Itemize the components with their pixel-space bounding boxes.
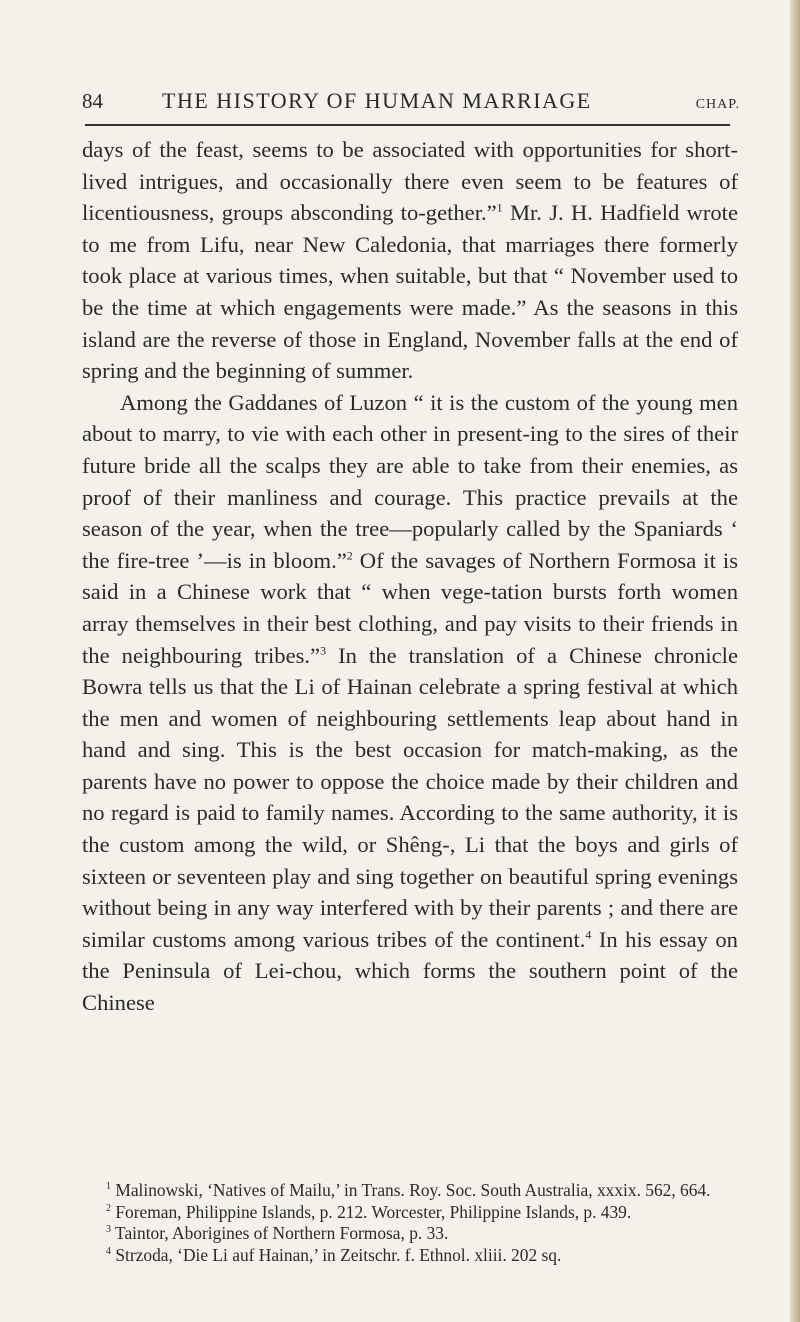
footnote-number: 2 (106, 1202, 111, 1214)
running-title: THE HISTORY OF HUMAN MARRIAGE (162, 88, 592, 113)
text-run: Among the Gaddanes of Luzon “ it is the custom of the young men about to marry, to vie with each other in present-ing to the sires of their future bride all the scalps they are able to take from their enemies, as proof of their manliness and courage. This practice prevails at the season of the year, when the tree—popularly called by the Spaniards ‘ the fire-tree ’—is in bloom.” (82, 389, 738, 573)
paragraph (82, 387, 738, 1019)
footnote-ref: 4 (585, 927, 592, 942)
text-run: In his essay on the Peninsula of Lei-chou, which forms the southern point of the Chinese (82, 926, 738, 1016)
footnote-ref: 3 (320, 642, 327, 657)
header-rule (85, 124, 730, 126)
text-run: Mr. J. H. Hadfield wrote to me from Lifu, near New Caledonia, that marriages there formerly took place at various times, when suitable, but that “ November used to be the time at which engagements were made.” As the seasons in this island are the reverse of those in England, November falls at the end of spring and the beginning of summer. (82, 200, 738, 384)
text-run: In the translation of a Chinese chronicle Bowra tells us that the Li of Hainan celebrate a spring festival at which the men and women of neighbouring settlements leap about hand in hand and sing. This is the best occasion for match-making, as the parents have no power to oppose the choice made by their children and no regard is paid to family names. According to the same authority, it is the custom among the wild, or Shêng-, Li that the boys and girls of sixteen or seventeen play and sing together on beautiful spring evenings without being in any way interfered with by their parents ; and there are similar customs among various tribes of the continent. (82, 642, 738, 952)
footnote-text: Taintor, Aborigines of Northern Formosa, p. 33. (115, 1223, 449, 1243)
paragraph (82, 134, 738, 387)
page-number: 84 (82, 89, 103, 113)
footnote (82, 1223, 738, 1245)
page-edge-shadow (790, 0, 800, 1322)
footnote-text: Strzoda, ‘Die Li auf Hainan,’ in Zeitschr. f. Ethnol. xliii. 202 sq. (115, 1244, 562, 1265)
page-header (82, 88, 740, 122)
footnote (82, 1245, 738, 1267)
footnote-ref: 2 (346, 548, 353, 563)
footnotes (82, 1180, 738, 1266)
text-run: Of the savages of Northern Formosa it is said in a Chinese work that “ when vege-tation bursts forth women array themselves in their best clothing, and pay visits to their friends in the neighbouring tribes.” (82, 547, 738, 668)
footnote-text: Malinowski, ‘Natives of Mailu,’ in Trans. Roy. Soc. South Australia, xxxix. 562, 664. (115, 1180, 711, 1200)
text-run: days of the feast, seems to be associated with opportunities for short-lived intrigues, and occasionally there even seem to be features of licentiousness, groups absconding to-gether.” (82, 137, 738, 226)
body-text (82, 134, 738, 1019)
footnote (82, 1180, 738, 1202)
chapter-label: CHAP. (695, 97, 740, 112)
footnote-number: 3 (106, 1224, 111, 1236)
footnote-text: Foreman, Philippine Islands, p. 212. Worcester, Philippine Islands, p. 439. (115, 1201, 632, 1222)
footnote (82, 1202, 738, 1224)
footnote-number: 4 (106, 1245, 111, 1257)
footnote-number: 1 (106, 1181, 111, 1193)
footnote-ref: 1 (496, 200, 503, 215)
